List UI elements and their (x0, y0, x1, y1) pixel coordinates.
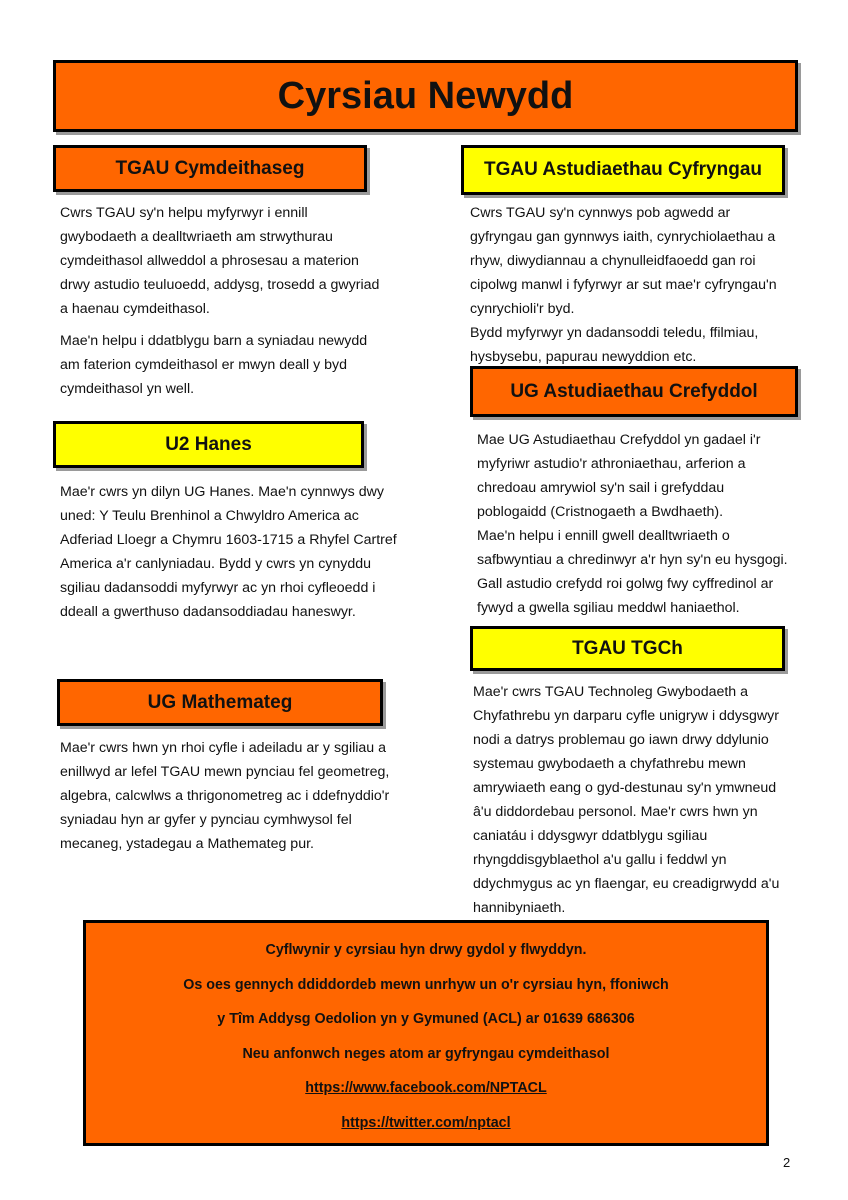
course-heading-hanes (53, 421, 364, 468)
text-line: Gall astudio crefydd roi golwg fwy cyffredinol ar (477, 576, 774, 592)
text-line: Mae'r cwrs TGAU Technoleg Gwybodaeth a (473, 684, 749, 700)
text-line: gyfryngau gan gynnwys iaith, cynrychiolaethau a (470, 229, 776, 245)
text-line: safbwyntiau a chredinwyr a'r hyn sy'n eu hysgogi. (477, 552, 788, 568)
course-body-cymdeithaseg (60, 201, 430, 401)
course-heading-text: TGAU Cymdeithaseg (115, 157, 305, 179)
text-line: Mae'n helpu i ddatblygu barn a syniadau newydd (60, 333, 368, 349)
course-body-hanes (60, 480, 430, 624)
footer-line: Neu anfonwch neges atom ar gyfryngau cymdeithasol (242, 1045, 610, 1062)
course-heading-cyfryngau (461, 145, 785, 195)
text-line: nodi a datrys problemau go iawn drwy ddylunio (473, 732, 769, 748)
text-line: syniadau hyn ar gyfer y pynciau cymhwysol fel (60, 812, 352, 828)
text-line: enillwyd ar lefel TGAU mewn pynciau fel geometreg, (60, 764, 390, 780)
course-heading-text: TGAU TGCh (572, 637, 683, 659)
text-line: Chyfathrebu yn darparu cyfle unigryw i ddysgwyr (473, 708, 779, 724)
twitter-link[interactable]: https://twitter.com/nptacl (341, 1114, 511, 1131)
text-line: amrywiaeth eang o gyd-destunau sy'n ymwneud (473, 780, 777, 796)
text-line: hannibyniaeth. (473, 900, 566, 916)
text-line: Cwrs TGAU sy'n helpu myfyrwyr i ennill (60, 205, 308, 221)
text-line: rhyngddisgyblaethol a'u gallu i feddwl yn (473, 852, 727, 868)
course-heading-text: UG Astudiaethau Crefyddol (510, 380, 758, 402)
text-line: Adferiad Lloegr a Chymru 1603-1715 a Rhyfel Cartref (60, 532, 397, 548)
text-line: gwybodaeth a dealltwriaeth am strwythurau (60, 229, 333, 245)
text-line: systemau gwybodaeth a chyfathrebu mewn (473, 756, 746, 772)
course-heading-text: U2 Hanes (165, 433, 252, 455)
text-line: ddychmygus ac yn flaengar, eu creadigrwydd a'u (473, 876, 780, 892)
text-line: fywyd a gwella sgiliau meddwl haniaethol. (477, 600, 740, 616)
text-line: Bydd myfyrwyr yn dadansoddi teledu, ffilmiau, (470, 325, 759, 341)
course-body-cyfryngau (470, 201, 830, 369)
text-line: uned: Y Teulu Brenhinol a Chwyldro America ac (60, 508, 359, 524)
text-line: drwy astudio teuluoedd, addysg, trosedd a gwyriad (60, 277, 380, 293)
text-line: Mae'r cwrs hwn yn rhoi cyfle i adeiladu ar y sgiliau a (60, 740, 387, 756)
text-line: Mae'r cwrs yn dilyn UG Hanes. Mae'n cynnwys dwy (60, 484, 384, 500)
course-body-tgch (473, 680, 792, 920)
text-line: America a'r canlyniadau. Bydd y cwrs yn cynyddu (60, 556, 372, 572)
text-line: cymdeithasol yn well. (60, 381, 195, 397)
text-line: caniatáu i ddysgwyr ddatblygu sgiliau (473, 828, 708, 844)
text-line: mecaneg, ystadegau a Mathemateg pur. (60, 836, 314, 852)
text-line: Mae UG Astudiaethau Crefyddol yn gadael i'r (477, 432, 761, 448)
footer-line: Cyflwynir y cyrsiau hyn drwy gydol y flwyddyn. (265, 942, 587, 958)
text-line: poblogaidd (Cristnogaeth a Bwdhaeth). (477, 504, 724, 520)
text-line: cynrychioli'r byd. (470, 301, 575, 317)
page-title (53, 60, 798, 132)
course-heading-tgch (470, 626, 785, 671)
text-line: Mae'n helpu i ennill gwell dealltwriaeth o (477, 528, 730, 544)
course-heading-text: UG Mathemateg (147, 691, 293, 713)
text-line: algebra, calcwlws a thrigonometreg ac i ddefnyddio'r (60, 788, 390, 804)
text-line: â'u diddordebau personol. Mae'r cwrs hwn yn (473, 804, 758, 820)
course-body-mathemateg (60, 736, 440, 856)
course-heading-text: TGAU Astudiaethau Cyfryngau (484, 159, 762, 180)
text-line: ddeall a gwerthuso dadansoddiadau haneswyr. (60, 604, 356, 620)
course-heading-cymdeithaseg (53, 145, 367, 192)
text-line: cipolwg manwl i fyfyrwyr ar sut mae'r cyfryngau'n (470, 277, 777, 293)
page-title-text: Cyrsiau Newydd (277, 74, 574, 117)
footer-phone-line: y Tîm Addysg Oedolion yn y Gymuned (ACL) ar 01639 686306 (217, 1011, 635, 1027)
course-heading-mathemateg (57, 679, 383, 726)
course-heading-crefyddol (470, 366, 798, 417)
text-line: a haenau cymdeithasol. (60, 301, 210, 317)
text-line: chredoau amrywiol sy'n sail i grefyddau (477, 480, 725, 496)
text-line: myfyriwr astudio'r athroniaethau, arferion a (477, 456, 746, 472)
footer-line: Os oes gennych ddiddordeb mewn unrhyw un o'r cyrsiau hyn, ffoniwch (183, 976, 669, 993)
page-number: 2 (783, 1155, 791, 1170)
text-line: am faterion cymdeithasol er mwyn deall y byd (60, 357, 348, 373)
text-line: hysbysebu, papurau newyddion etc. (470, 349, 697, 365)
text-line: cymdeithasol allweddol a phrosesau a materion (60, 253, 359, 269)
contact-box (83, 920, 769, 1146)
text-line: Cwrs TGAU sy'n cynnwys pob agwedd ar (470, 205, 731, 221)
text-line: sgiliau dadansoddi myfyrwyr ac yn rhoi cyfleoedd i (60, 580, 376, 596)
course-body-crefyddol (477, 428, 827, 620)
text-line: rhyw, diwydiannau a chynulleidfaoedd gan roi (470, 253, 756, 269)
facebook-link[interactable]: https://www.facebook.com/NPTACL (305, 1080, 547, 1096)
